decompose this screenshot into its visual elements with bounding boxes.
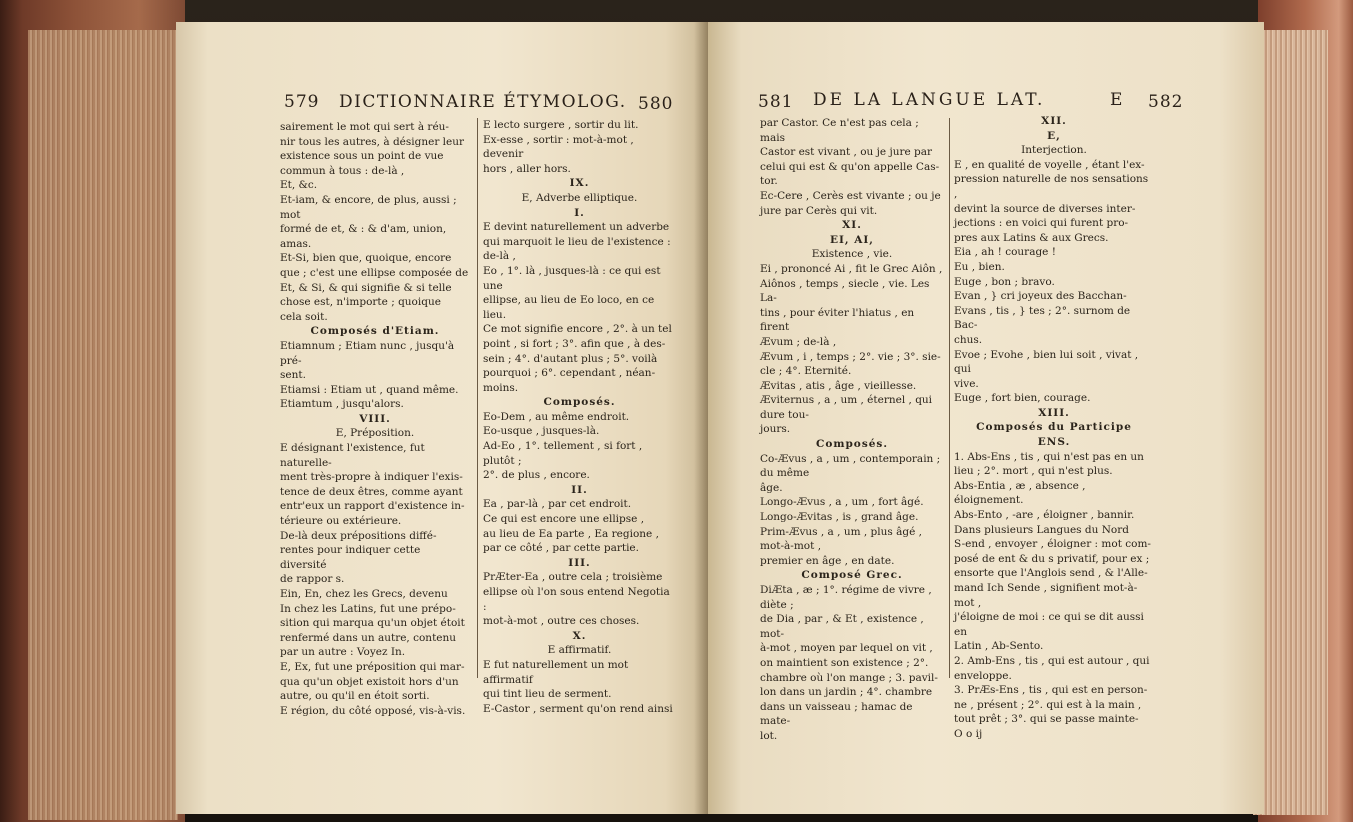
text-line: E affirmatif. — [547, 644, 612, 657]
text-line: PrÆter-Ea , outre cela ; troisième — [483, 571, 663, 584]
text-line: Composés du Participe — [976, 421, 1132, 434]
text-line: tor. — [760, 175, 778, 188]
text-line: Eo-usque , jusques-là. — [483, 425, 600, 438]
left-page — [176, 22, 708, 814]
text-line: Longo-Ævus , a , um , fort âgé. — [760, 496, 924, 509]
text-line: lon dans un jardin ; 4°. chambre — [760, 686, 933, 699]
text-line: moins. — [483, 381, 519, 394]
text-line: autre, ou qu'il en étoit sorti. — [280, 690, 430, 703]
left-page-edges — [28, 30, 178, 820]
text-line: Aiônos , temps , siecle , vie. Les La- — [760, 277, 930, 305]
text-line: In chez les Latins, fut une prépo- — [280, 602, 456, 615]
text-line: sairement le mot qui sert à réu- — [280, 121, 449, 133]
text-line: O o ij — [954, 727, 983, 740]
text-line: Et-iam, & encore, de plus, aussi ; mot — [280, 193, 457, 221]
text-line: Et, &c. — [280, 179, 318, 192]
text-line: Composés. — [816, 438, 888, 451]
text-line: Ea , par-là , par cet endroit. — [483, 498, 632, 511]
text-line: tins , pour éviter l'hiatus , en firent — [760, 306, 915, 334]
text-line: qui marquoit le lieu de l'existence : — [483, 235, 671, 248]
text-line: qui tint lieu de serment. — [483, 688, 612, 701]
text-line: XI. — [842, 219, 862, 232]
text-line: ENS. — [1037, 436, 1071, 449]
text-line: pression naturelle de nos sensations , — [954, 173, 1149, 200]
text-line: par un autre : Voyez In. — [280, 646, 406, 659]
left-column-rule — [477, 118, 478, 678]
text-line: térieure ou extérieure. — [280, 515, 402, 528]
text-line: lieu ; 2°. mort , qui n'est plus. — [954, 465, 1113, 478]
text-line: Etiamsi : Etiam ut , quand même. — [280, 383, 459, 396]
right-header-page-number-581: 581 — [758, 92, 794, 112]
text-line: Eu , bien. — [954, 260, 1005, 273]
text-line: existence sous un point de vue — [280, 150, 444, 163]
text-line: dans un vaisseau ; hamac de mate- — [760, 700, 913, 728]
text-line: III. — [568, 556, 591, 569]
text-line: mot-à-mot , outre ces choses. — [483, 615, 640, 628]
text-line: Euge , fort bien, courage. — [954, 392, 1091, 405]
text-line: jure par Cerès qui vit. — [760, 204, 878, 217]
right-header-letter: E — [1110, 90, 1124, 110]
left-header-page-number-579: 579 — [284, 92, 320, 112]
text-line: Ce mot signifie encore , 2°. à un tel — [483, 323, 672, 336]
text-line: Evan , } cri joyeux des Bacchan- — [954, 290, 1127, 303]
text-line: 3. PrÆs-Ens , tis , qui est en person- — [954, 684, 1148, 697]
text-line: de Dia , par , & Et , existence , mot- — [760, 613, 924, 640]
text-line: Ævitas , atis , âge , vieillesse. — [760, 379, 917, 392]
right-page — [708, 22, 1264, 814]
text-line: cle ; 4°. Eternité. — [760, 365, 852, 378]
text-line: nir tous les autres, à désigner leur — [280, 135, 465, 148]
text-line: sition qui marqua qu'un objet étoit — [280, 617, 465, 630]
text-line: entr'eux un rapport d'existence in- — [280, 500, 465, 513]
text-line: Ei , prononcé Ai , fit le Grec Aiôn , — [760, 262, 943, 275]
text-line: commun à tous : de-là , — [280, 164, 405, 177]
text-line: chambre où l'on mange ; 3. pavil- — [760, 671, 938, 684]
text-line: ment très-propre à indiquer l'exis- — [280, 471, 463, 484]
text-line: Ad-Eo , 1°. tellement , si fort , plutôt ; — [483, 440, 643, 467]
text-line: tout prêt ; 3°. qui se passe mainte- — [954, 713, 1139, 726]
text-line: jections : en voici qui furent pro- — [954, 217, 1129, 230]
text-line: au lieu de Ea parte , Ea regione , — [483, 527, 659, 540]
text-line: pres aux Latins & aux Grecs. — [954, 231, 1109, 244]
text-line: Composés. — [543, 396, 616, 409]
text-line: S-end , envoyer , éloigner : mot com- — [954, 538, 1151, 551]
text-line: pourquoi ; 6°. cependant , néan- — [483, 367, 656, 380]
right-column-2 — [954, 114, 1154, 742]
text-line: Castor est vivant , ou je jure par — [760, 146, 933, 159]
text-line: rentes pour indiquer cette diversité — [280, 544, 421, 571]
text-line: cela soit. — [280, 310, 328, 323]
text-line: Ce qui est encore une ellipse , — [483, 513, 645, 526]
text-line: ellipse où l'on sous entend Negotia : — [483, 586, 670, 613]
text-line: Euge , bon ; bravo. — [954, 275, 1055, 288]
text-line: Etiamtum , jusqu'alors. — [280, 398, 404, 411]
text-line: chose est, n'importe ; quoique — [280, 296, 441, 309]
text-line: EI, AI, — [830, 233, 874, 246]
text-line: E, — [1047, 129, 1061, 142]
text-line: lot. — [760, 729, 778, 742]
text-line: posé de ent & du s privatif, pour ex ; — [954, 552, 1150, 565]
text-line: Co-Ævus , a , um , contemporain ; du même — [760, 452, 941, 480]
text-line: Abs-Entia , æ , absence , éloignement. — [954, 479, 1086, 507]
text-line: ne , présent ; 2°. qui est à la main , — [954, 698, 1142, 711]
text-line: ensorte que l'Anglois send , & l'Alle- — [954, 567, 1148, 580]
text-line: X. — [572, 629, 587, 642]
text-line: ellipse, au lieu de Eo loco, en ce lieu. — [483, 294, 655, 321]
text-line: Longo-Ævitas , is , grand âge. — [760, 511, 919, 524]
text-line: DiÆta , æ ; 1°. régime de vivre , diète ; — [760, 584, 932, 611]
text-line: Abs-Ento , -are , éloigner , bannir. — [954, 509, 1135, 522]
text-line: que ; c'est une ellipse composée de — [280, 266, 469, 279]
text-line: de-là , — [483, 250, 516, 263]
text-line: on maintient son existence ; 2°. — [760, 656, 929, 669]
text-line: Ein, En, chez les Grecs, devenu — [280, 588, 448, 600]
text-line: j'éloigne de moi : ce qui se dit aussi en — [954, 611, 1144, 638]
text-line: formé de et, & : & d'am, union, amas. — [280, 223, 447, 250]
text-line: I. — [574, 206, 585, 219]
text-line: chus. — [954, 333, 983, 346]
text-line: Existence , vie. — [811, 248, 893, 261]
text-line: 2. Amb-Ens , tis , qui est autour , qui — [954, 654, 1150, 667]
text-line: premier en âge , en date. — [760, 554, 895, 567]
right-page-edges — [1253, 30, 1328, 815]
text-line: tence de deux êtres, comme ayant — [280, 485, 463, 498]
text-line: devint la source de diverses inter- — [954, 202, 1136, 215]
text-line: E région, du côté opposé, vis-à-vis. — [280, 704, 466, 717]
text-line: Composés d'Etiam. — [310, 325, 440, 338]
text-line: XII. — [1041, 115, 1067, 127]
text-line: Æviternus , a , um , éternel , qui dure tou- — [760, 394, 933, 421]
text-line: par ce côté , par cette partie. — [483, 542, 639, 555]
text-line: E désignant l'existence, fut naturelle- — [280, 442, 425, 469]
left-column-1 — [280, 120, 470, 718]
text-line: XIII. — [1038, 406, 1070, 419]
text-line: IX. — [569, 177, 590, 190]
text-line: Eia , ah ! courage ! — [954, 246, 1056, 259]
text-line: sein ; 4°. d'autant plus ; 5°. voilà — [483, 352, 658, 365]
left-column-2 — [483, 118, 676, 716]
text-line: enveloppe. — [954, 669, 1012, 682]
text-line: Ævum , i , temps ; 2°. vie ; 3°. sie- — [760, 350, 941, 363]
text-line: 2°. de plus , encore. — [483, 469, 590, 482]
text-line: E devint naturellement un adverbe — [483, 221, 670, 234]
text-line: E lecto surgere , sortir du lit. — [483, 119, 639, 131]
text-line: mand Ich Sende , signifient mot-à-mot , — [954, 582, 1138, 609]
text-line: E , en qualité de voyelle , étant l'ex- — [954, 158, 1145, 171]
text-line: 1. Abs-Ens , tis , qui n'est pas en un — [954, 450, 1144, 463]
text-line: Evans , tis , } tes ; 2°. surnom de Bac- — [954, 304, 1131, 332]
text-line: Ec-Cere , Cerès est vivante ; ou je — [760, 189, 941, 202]
text-line: Dans plusieurs Langues du Nord — [954, 523, 1129, 536]
text-line: Et, & Si, & qui signifie & si telle — [280, 281, 452, 294]
text-line: hors , aller hors. — [483, 162, 571, 175]
text-line: VIII. — [359, 412, 391, 425]
text-line: Prim-Ævus , a , um , plus âgé , mot-à-mot , — [760, 525, 922, 553]
text-line: Etiamnum ; Etiam nunc , jusqu'à pré- — [280, 339, 455, 367]
text-line: Latin , Ab-Sento. — [954, 640, 1044, 653]
text-line: Ex-esse , sortir : mot-à-mot , devenir — [483, 133, 634, 161]
text-line: point , si fort ; 3°. afin que , à des- — [483, 337, 666, 350]
text-line: E-Castor , serment qu'on rend ainsi — [483, 702, 673, 715]
right-running-header: DE LA LANGUE LAT. — [813, 90, 1046, 110]
text-line: sent. — [280, 369, 306, 382]
right-column-1 — [760, 116, 944, 744]
text-line: vive. — [954, 377, 979, 390]
text-line: Evoe ; Evohe , bien lui soit , vivat , qui — [954, 348, 1139, 376]
text-line: à-mot , moyen par lequel on vit , — [760, 642, 933, 655]
text-line: Eo , 1°. là , jusques-là : ce qui est une — [483, 264, 661, 292]
text-line: par Castor. Ce n'est pas cela ; mais — [760, 117, 919, 144]
text-line: de rappor s. — [280, 573, 345, 586]
text-line: II. — [571, 483, 588, 496]
text-line: Composé Grec. — [801, 569, 903, 582]
right-header-page-number-582: 582 — [1148, 92, 1184, 112]
text-line: De-là deux prépositions diffé- — [280, 529, 437, 542]
text-line: Et-Si, bien que, quoique, encore — [280, 252, 452, 265]
right-column-rule — [949, 118, 950, 678]
text-line: E, Préposition. — [335, 427, 415, 440]
text-line: âge. — [760, 481, 783, 494]
text-line: Ævum ; de-là , — [760, 335, 837, 348]
text-line: renfermé dans un autre, contenu — [280, 631, 457, 644]
text-line: qua qu'un objet existoit hors d'un — [280, 675, 459, 688]
left-running-header: DICTIONNAIRE ÉTYMOLOG. — [339, 92, 627, 112]
text-line: celui qui est & qu'on appelle Cas- — [760, 160, 940, 173]
text-line: jours. — [760, 423, 791, 436]
text-line: Interjection. — [1021, 144, 1087, 157]
text-line: Eo-Dem , au même endroit. — [483, 410, 630, 423]
text-line: E fut naturellement un mot affirmatif — [483, 658, 629, 686]
left-header-page-number-580: 580 — [638, 94, 674, 114]
text-line: E, Ex, fut une préposition qui mar- — [280, 660, 465, 673]
text-line: E, Adverbe elliptique. — [521, 191, 638, 204]
